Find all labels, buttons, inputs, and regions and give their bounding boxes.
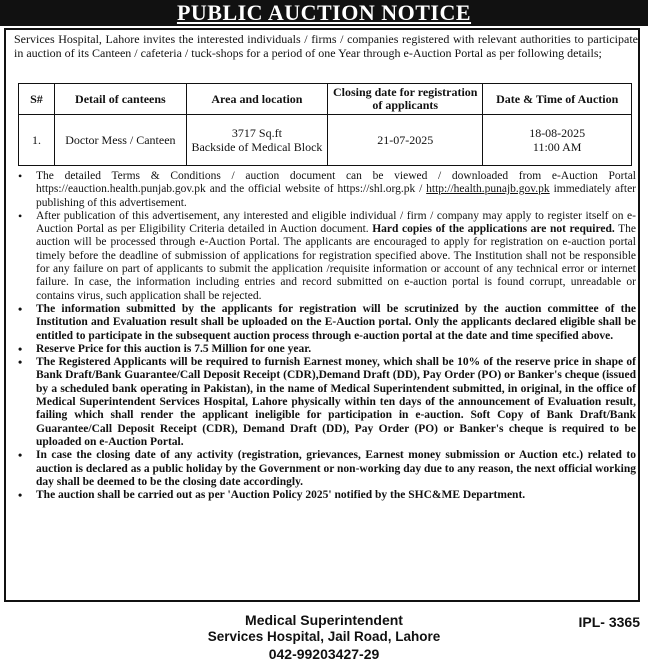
bullet-5-d: Bank Draft/Bank Guarantee/Call Deposit Receipt (CDR),Demand Draft (DD), Pay Order (PO) or Banker's cheque: [36, 369, 600, 382]
cell-area-size: 3717 Sq.ft: [231, 126, 282, 140]
bullet-1-tail: immediately after publishing of this advertisement.: [36, 183, 636, 209]
header-detail: Detail of canteens: [54, 84, 186, 115]
intro-paragraph: Services Hospital, Lahore invites the interested individuals / firms / companies registered with relevant authorities to participate in auction of its Canteen / cafeteria / tuck-shops for a period of one Year through e-Auction Portal as per following details;: [14, 32, 638, 60]
header-area: Area and location: [186, 84, 327, 115]
bullet-icon: •: [18, 341, 23, 356]
bullet-2-bold: Hard copies of the applications are not required.: [372, 223, 615, 236]
cell-closing: 21-07-2025: [328, 115, 483, 166]
list-item: [14, 449, 636, 489]
header-sn: S#: [19, 84, 55, 115]
health-portal-link[interactable]: http://health.punajb.gov.pk: [426, 183, 550, 196]
bullet-5-h: Bank Draft/Bank Guarantee/Call Deposit Receipt (CDR), Demand Draft (DD), Pay Order (PO) or Banker's cheque: [36, 409, 636, 435]
bullet-icon: •: [18, 169, 23, 183]
bullet-6-text: In case the closing date of any activity (registration, grievances, Earnest money submission or Auction etc.) related to auction is declared as a public holiday by the Government or non-working day due to any reason, the next official working day shall be deemed to be the closing date accordingly.: [36, 449, 636, 488]
bullet-5-c: in shape of: [578, 356, 636, 369]
notice-title: PUBLIC AUCTION NOTICE: [176, 0, 472, 25]
bullet-4-tail: for one year.: [247, 342, 312, 355]
signatory-phone: 042-99203427-29: [268, 646, 380, 662]
cell-sn: 1.: [19, 115, 55, 166]
bullet-5-e: (issued by a scheduled bank operating in Pakistan), in the name of Medical Superintendent submitted,: [36, 369, 637, 395]
bullet-2-tail: The auction will be processed through e-Auction Portal. The applicants are encouraged to apply for registration on e-auction portal timely before the deadline of submission of applications for registration specified above. The Institution shall not be responsible for any failure on part of applicants to submit the application /requisite information or account of any technical error or internet failure. In case, the information including entries and record submitted on e-auction portal is found corrupt, unreadable or contains virus, such application shall be rejected.: [36, 223, 637, 302]
cell-area: [186, 115, 327, 166]
signatory-title: Medical Superintendent: [245, 612, 403, 628]
header-datetime: Date & Time of Auction: [483, 84, 632, 115]
bullet-icon: •: [18, 448, 23, 463]
cell-datetime: [483, 115, 632, 166]
bullet-5-a: The Registered Applicants will be required to furnish Earnest money, which shall be: [36, 356, 458, 369]
cell-time: 11:00 AM: [532, 140, 582, 154]
bullet-icon: •: [18, 301, 23, 316]
auction-table: [18, 83, 632, 166]
ipl-number: IPL- 3365: [578, 614, 640, 630]
bullet-5-f: in original: [507, 382, 559, 395]
bullet-icon: •: [18, 355, 23, 370]
bullet-2-text: After publication of this advertisement, any interested and eligible individual / firm / company may apply to register itself on e-Auction Portal as per Eligibility Criteria detailed in Auction document.: [36, 209, 636, 236]
table-header-row: [19, 84, 632, 115]
bullet-5-b: 10% of the reserve price: [457, 356, 579, 369]
list-item: [14, 356, 636, 449]
reserve-price: 7.5 Million: [194, 342, 248, 355]
bullet-5-g: , in the office of Medical Superintendent Services Hospital, Lahore physically within ten days of the announcement of Evaluation result, failing which shall render the applicant ineligible for participation in e-auction. Soft Copy of: [36, 382, 636, 422]
header-closing: Closing date for registration of applicants: [328, 84, 483, 115]
list-item: [14, 343, 636, 356]
cell-date: 18-08-2025: [529, 126, 586, 140]
bullet-1-text: The detailed Terms & Conditions / auction document can be viewed / downloaded from e-Auction Portal https://eauction.health.punjab.gov.pk and the official website of https://shl.org.pk /: [36, 170, 636, 196]
bullet-4-text: Reserve Price for this auction is: [36, 342, 195, 355]
bullet-5-i: is required to be uploaded on e-Auction Portal.: [36, 422, 637, 448]
bullet-icon: •: [18, 208, 23, 223]
terms-list: [14, 170, 636, 502]
bullet-7-text: The auction shall be carried out as per 'Auction Policy 2025' notified by the SHC&ME Department.: [36, 489, 526, 502]
table-row: [19, 115, 632, 166]
list-item: [14, 489, 636, 502]
cell-area-location: Backside of Medical Block: [191, 140, 323, 154]
list-item: [14, 170, 636, 210]
list-item: [14, 210, 636, 303]
signature-block: [0, 612, 648, 663]
list-item: [14, 303, 636, 343]
cell-detail: Doctor Mess / Canteen: [54, 115, 186, 166]
signatory-address: Services Hospital, Jail Road, Lahore: [207, 629, 441, 644]
bullet-icon: •: [18, 488, 23, 503]
bullet-3-text: The information submitted by the applicants for registration will be scrutinized by the auction committee of the Institution and Evaluation result shall be uploaded on the E-Auction portal. Only the applicants declared eligible shall be entitled to participate in the subsequent auction process through e-auction portal at the date and time specified above.: [36, 302, 636, 342]
